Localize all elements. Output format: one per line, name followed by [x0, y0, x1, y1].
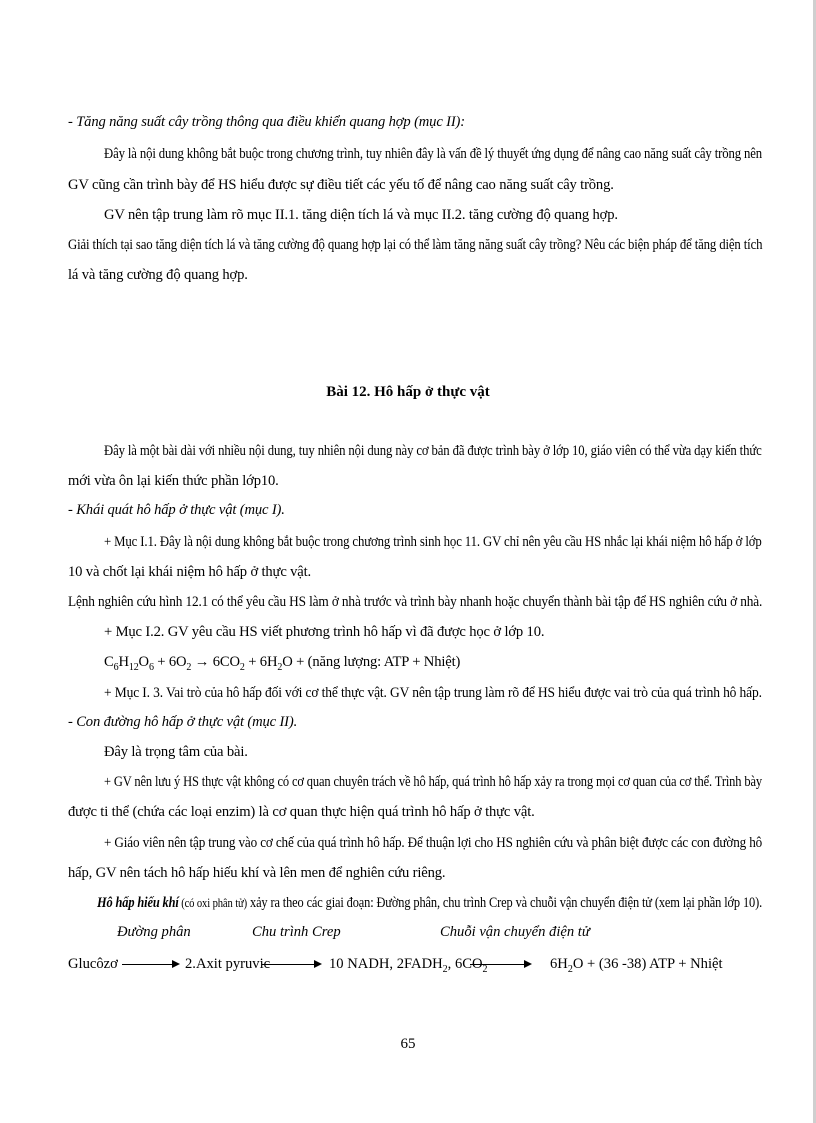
page-number: 65	[400, 1036, 416, 1052]
scheme-products	[550, 956, 723, 975]
eq-text: + 6H	[244, 654, 278, 670]
paragraph-line: được ti thể (chứa các loại enzim) là cơ quan thực hiện quá trình hô hấp ở thực vật.	[68, 804, 535, 820]
paragraph-line: GV nên tập trung làm rõ mục II.1. tăng diện tích lá và mục II.2. tăng cường độ quang hợp.	[104, 207, 618, 223]
eq-subscript: 2	[239, 661, 245, 673]
scheme-nadh-fadh	[329, 956, 488, 975]
scheme-text: 10 NADH, 2FADH	[329, 956, 443, 972]
aerobic-note: (có oxi phân tử)	[178, 896, 248, 910]
arrow-right-icon	[470, 964, 530, 965]
eq-text: O	[138, 654, 149, 670]
eq-subscript: 6	[148, 661, 154, 673]
eq-subscript: 2	[277, 661, 283, 673]
scheme-label-krebs: Chu trình Crep	[252, 924, 341, 940]
paragraph-line: + GV nên lưu ý HS thực vật không có cơ quan chuyên trách về hô hấp, quá trình hô hấp xảy ra trong mọi cơ quan của cơ thể. Trình bày	[104, 774, 762, 790]
scheme-label-electron-transport: Chuỗi vận chuyển điện tử	[440, 924, 590, 940]
paragraph-line: GV cũng cần trình bày để HS hiểu được sự điều tiết các yếu tố để nâng cao năng suất cây trồng.	[68, 177, 614, 193]
scheme-text: O + (36 -38) ATP + Nhiệt	[572, 956, 723, 972]
section-heading-photosynthesis-control: - Tăng năng suất cây trồng thông qua điều khiển quang hợp (mục II):	[68, 114, 465, 130]
paragraph-line: + Giáo viên nên tập trung vào cơ chế của quá trình hô hấp. Để thuận lợi cho HS nghiên cứu và phân biệt được các con đường hô	[104, 835, 763, 851]
paragraph-line: Giải thích tại sao tăng diện tích lá và tăng cường độ quang hợp lại có thể làm tăng năng suất cây trồng? Nêu các biện pháp để tăng diện tích	[68, 237, 763, 253]
arrow-right-icon	[262, 964, 320, 965]
eq-arrow: →	[191, 654, 213, 670]
paragraph-line: Lệnh nghiên cứu hình 12.1 có thể yêu cầu HS làm ở nhà trước và trình bày nhanh hoặc chuyển thành bài tập để HS nghiên cứu ở nhà.	[68, 594, 763, 610]
eq-subscript: 6	[113, 661, 119, 673]
scheme-subscript: 2	[442, 963, 448, 975]
paragraph-line: + Mục I.1. Đây là nội dung không bắt buộc trong chương trình sinh học 11. GV chỉ nên yêu cầu HS nhắc lại khái niệm hô hấp ở lớp	[104, 534, 762, 550]
paragraph-line: Đây là trọng tâm của bài.	[104, 744, 248, 760]
eq-text: C	[104, 654, 114, 670]
scheme-pyruvic-acid: 2.Axit pyruvic	[185, 956, 271, 972]
scheme-text: 6H	[550, 956, 568, 972]
paragraph-line: Đây là nội dung không bắt buộc trong chương trình, tuy nhiên đây là vấn đề lý thuyết ứng dụng để nâng cao năng suất cây trồng nên	[104, 146, 763, 162]
eq-subscript: 2	[186, 661, 192, 673]
scheme-label-glycolysis: Đường phân	[117, 924, 191, 940]
paragraph-line: + Mục I.2. GV yêu cầu HS viết phương trình hô hấp vì đã được học ở lớp 10.	[104, 624, 545, 640]
paragraph-line: 10 và chốt lại khái niệm hô hấp ở thực vật.	[68, 564, 312, 580]
eq-subscript: 12	[128, 661, 139, 673]
section-heading-respiration-overview: - Khái quát hô hấp ở thực vật (mục I).	[68, 502, 285, 518]
paragraph-line: Đây là một bài dài với nhiều nội dung, tuy nhiên nội dung này cơ bản đã được trình bày ở lớp 10, giáo viên có thể vừa dạy kiến thức	[104, 443, 762, 459]
scheme-glucose: Glucôzơ	[68, 956, 118, 972]
arrow-right-icon	[122, 964, 178, 965]
paragraph-line: hấp, GV nên tách hô hấp hiếu khí và lên men để nghiên cứu riêng.	[68, 865, 446, 881]
paragraph-line: mới vừa ôn lại kiến thức phần lớp10.	[68, 473, 279, 489]
scheme-text: , 6CO	[447, 956, 483, 972]
aerobic-term: Hô hấp hiếu khí	[97, 895, 179, 911]
respiration-equation	[104, 653, 460, 677]
aerobic-respiration-line	[97, 894, 762, 912]
scheme-subscript: 2	[482, 963, 488, 975]
section-heading-respiration-pathways: - Con đường hô hấp ở thực vật (mục II).	[68, 714, 298, 730]
eq-text: 6CO	[212, 654, 240, 670]
scheme-subscript: 2	[567, 963, 573, 975]
aerobic-description: xảy ra theo các giai đoạn: Đường phân, chu trình Crep và chuỗi vận chuyển điện tử (xem lại phần lớp 10).	[247, 895, 763, 911]
eq-text: H	[118, 654, 129, 670]
paragraph-line: + Mục I. 3. Vai trò của hô hấp đối với cơ thể thực vật. GV nên tập trung làm rõ để HS hiểu được vai trò của quá trình hô hấp.	[104, 685, 762, 701]
lesson-title: Bài 12. Hô hấp ở thực vật	[326, 384, 490, 400]
eq-text: + 6O	[153, 654, 187, 670]
eq-text: O + (năng lượng: ATP + Nhiệt)	[282, 654, 461, 670]
paragraph-line: lá và tăng cường độ quang hợp.	[68, 267, 248, 283]
